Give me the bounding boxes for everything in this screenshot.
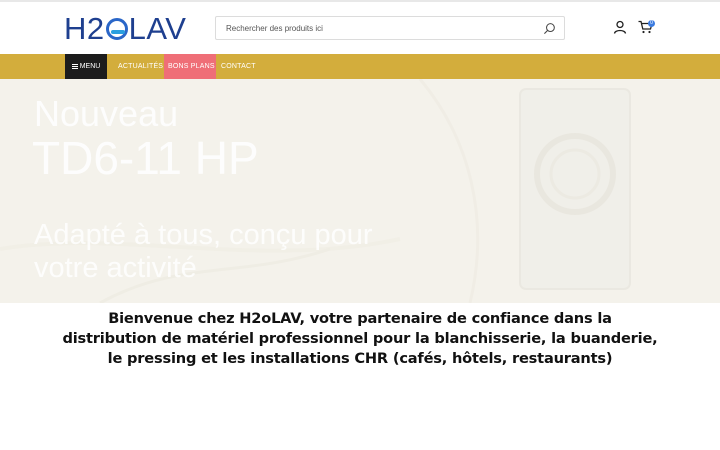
hero-title-line-2: TD6-11 HP <box>32 132 259 184</box>
hamburger-icon <box>72 64 78 69</box>
nav-link-actualites[interactable]: ACTUALITÉS <box>118 63 164 70</box>
search-bar <box>215 16 565 40</box>
logo-drop-icon <box>106 18 128 40</box>
nav-link-bons-plans[interactable]: BONS PLANS <box>164 54 216 79</box>
hero-title-line-1: Nouveau <box>34 93 179 134</box>
menu-button[interactable] <box>65 54 107 79</box>
site-header <box>0 2 720 54</box>
nav-link-contact[interactable]: CONTACT <box>221 63 256 70</box>
main-nav <box>0 54 720 79</box>
cart-count-badge: 0 <box>648 20 655 27</box>
logo-text-right: LAV <box>128 10 187 46</box>
hero-banner[interactable] <box>0 79 720 303</box>
menu-label: MENU <box>79 63 101 70</box>
search-input[interactable] <box>216 17 536 39</box>
search-icon[interactable] <box>543 22 556 35</box>
logo-text-left: H2 <box>64 10 105 46</box>
site-logo[interactable] <box>64 12 186 44</box>
user-account-icon[interactable] <box>613 20 627 34</box>
welcome-text: Bienvenue chez H2oLAV, votre partenaire de confiance dans la distribution de matériel professionnel pour la blanchisserie, la buanderie, le pressing et les installations CHR (cafés, hôtels, restaurants) <box>62 310 658 367</box>
hero-subtitle: Adapté à tous, conçu pour votre activité <box>34 219 373 285</box>
